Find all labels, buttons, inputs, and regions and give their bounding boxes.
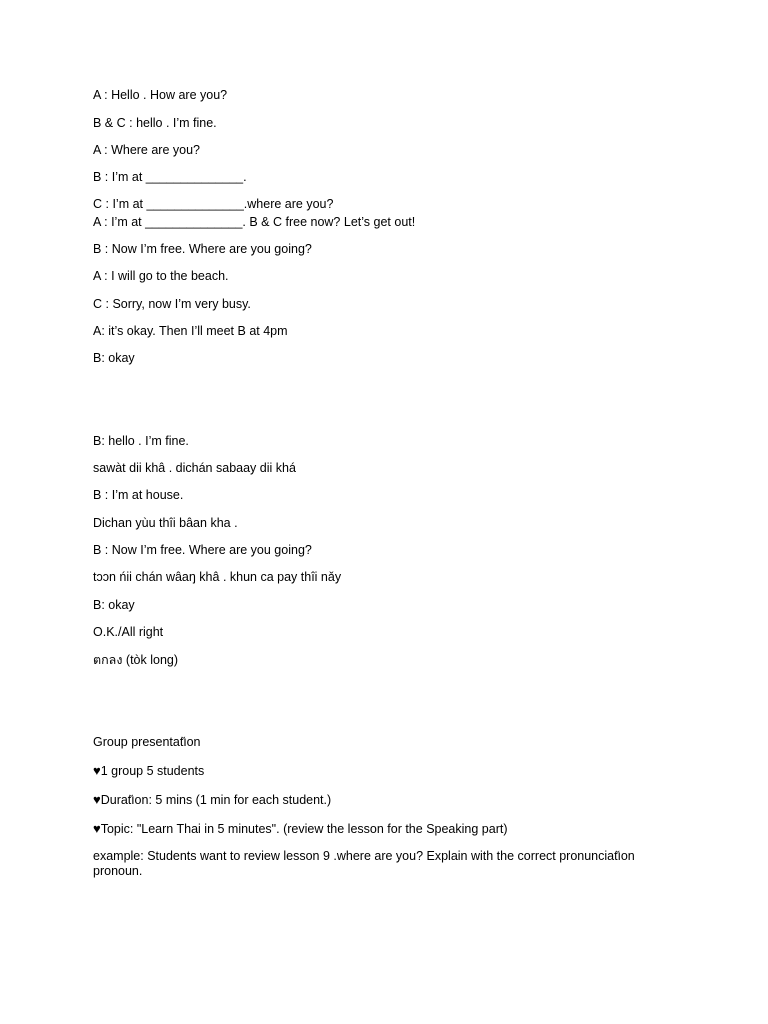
dialogue2-line: B: hello . I’m fine.	[93, 434, 189, 448]
dialogue2-line: B : I’m at house.	[93, 488, 184, 502]
dialogue2-line: Dichan yùu thîi bâan kha .	[93, 516, 238, 530]
presentation-item	[93, 763, 204, 779]
dialogue1-line: A: it’s okay. Then I’ll meet B at 4pm	[93, 324, 288, 338]
dialogue1-line: A : Hello . How are you?	[93, 88, 228, 102]
dialogue2-line: B: okay	[93, 598, 135, 612]
dialogue2-line: tɔɔn ńii chán wâaŋ khâ . khun ca pay thîi nǎy	[93, 570, 342, 584]
heart-icon: ♥	[93, 821, 101, 836]
dialogue1-line: A : I’m at ______________. B & C free now? Let’s get out!	[93, 215, 416, 229]
presentation-heading: Group presentatו̆on	[93, 735, 201, 749]
dialogue1-line: B : I’m at ______________.	[93, 170, 247, 184]
dialogue1-line: B : Now I’m free. Where are you going?	[93, 242, 312, 256]
dialogue1-line: B: okay	[93, 351, 135, 365]
dialogue2-line: B : Now I’m free. Where are you going?	[93, 543, 312, 557]
dialogue1-line: A : Where are you?	[93, 143, 201, 157]
presentation-item	[93, 792, 331, 808]
presentation-item-text: Topic: "Learn Thai in 5 minutes". (review the lesson for the Speaking part)	[100, 822, 508, 836]
dialogue2-line: sawàt dii khâ . dichán sabaay dii khá	[93, 461, 296, 475]
dialogue1-line: B & C : hello . I’m fine.	[93, 116, 217, 130]
dialogue2-line: ตกลง (tòk long)	[93, 653, 179, 667]
presentation-item-text: 1 group 5 students	[100, 764, 205, 778]
dialogue1-line: C : Sorry, now I’m very busy.	[93, 297, 251, 311]
presentation-item	[93, 821, 508, 837]
heart-icon: ♥	[93, 763, 101, 778]
dialogue1-line: A : I will go to the beach.	[93, 269, 229, 283]
presentation-item-text: Duratו̆on: 5 mins (1 min for each student.)	[100, 793, 332, 807]
dialogue2-line: O.K./All right	[93, 625, 164, 639]
presentation-example: example: Students want to review lesson 9 .where are you? Explain with the correct pronunciatו̆on pronoun.	[93, 849, 635, 878]
dialogue1-line: C : I’m at ______________.where are you?	[93, 197, 334, 211]
heart-icon: ♥	[93, 792, 101, 807]
